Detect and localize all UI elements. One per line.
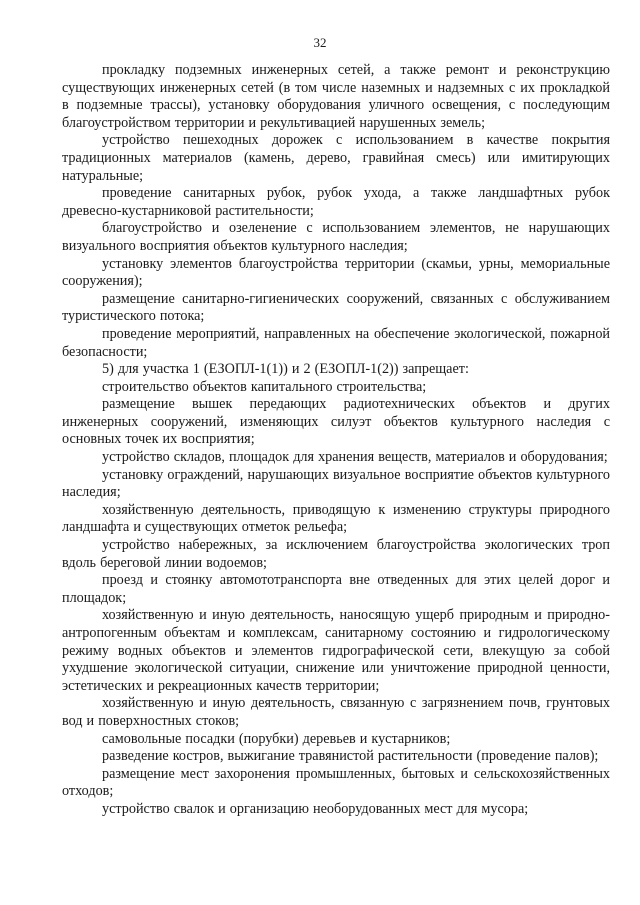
paragraph: проведение мероприятий, направленных на обеспечение экологической, пожарной безопасности; [62,325,610,360]
paragraph: хозяйственную и иную деятельность, связанную с загрязнением почв, грунтовых вод и поверхностных стоков; [62,695,610,729]
paragraph: размещение санитарно-гигиенических сооружений, связанных с обслуживанием туристического потока; [62,290,610,325]
document-body [62,62,610,819]
paragraph: размещение мест захоронения промышленных, бытовых и сельскохозяйственных отходов; [62,765,610,800]
section-heading: 5) для участка 1 (ЕЗОПЛ-1(1)) и 2 (ЕЗОПЛ-1(2)) запрещает: [102,361,469,378]
paragraph: самовольные посадки (порубки) деревьев и кустарников; [102,730,451,747]
paragraph: устройство набережных, за исключением благоустройства экологических троп вдоль береговой линии водоемов; [62,537,610,571]
paragraph: благоустройство и озеленение с использованием элементов, не нарушающих визуального восприятия объектов культурного наследия; [62,220,610,254]
page-number: 32 [313,35,327,50]
paragraph: размещение вышек передающих радиотехнических объектов и других инженерных сооружений, изменяющих силуэт объектов культурного наследия с основных точек их восприятия; [62,396,610,448]
paragraph: установку ограждений, нарушающих визуальное восприятие объектов культурного наследия; [62,466,610,501]
paragraph: прокладку подземных инженерных сетей, а также ремонт и реконструкцию существующих инженерных сетей (в том числе наземных и надземных с их прокладкой в подземные трассы), установку оборудования уличного освещения, с последующим благоустройством территории и рекультивацией нарушенных земель; [62,62,610,131]
paragraph: хозяйственную и иную деятельность, наносящую ущерб природным и природно-антропогенным объектам и комплексам, санитарному состоянию и гидрологическому режиму водных объектов и элементов гидрографической сети, влекущую за собой ухудшение экологической ситуации, снижение или уничтожение природной ценности, эстетических и рекреационных качеств территории; [62,607,610,694]
paragraph: строительство объектов капитального строительства; [102,378,427,395]
paragraph: хозяйственную деятельность, приводящую к изменению структуры природного ландшафта и существующих отметок рельефа; [62,501,610,536]
paragraph: проезд и стоянку автомототранспорта вне отведенных для этих целей дорог и площадок; [62,572,610,606]
paragraph: проведение санитарных рубок, рубок ухода, а также ландшафтных рубок древесно-кустарниковой растительности; [62,185,610,219]
paragraph: устройство складов, площадок для хранения веществ, материалов и оборудования; [102,449,608,466]
paragraph: устройство свалок и организацию необорудованных мест для мусора; [102,800,529,817]
paragraph: установку элементов благоустройства территории (скамьи, урны, мемориальные сооружения); [62,255,610,290]
paragraph: разведение костров, выжигание травянистой растительности (проведение палов); [102,748,599,765]
paragraph: устройство пешеходных дорожек с использованием в качестве покрытия традиционных материалов (камень, дерево, гравийная смесь) или имитирующих натуральные; [62,132,610,184]
